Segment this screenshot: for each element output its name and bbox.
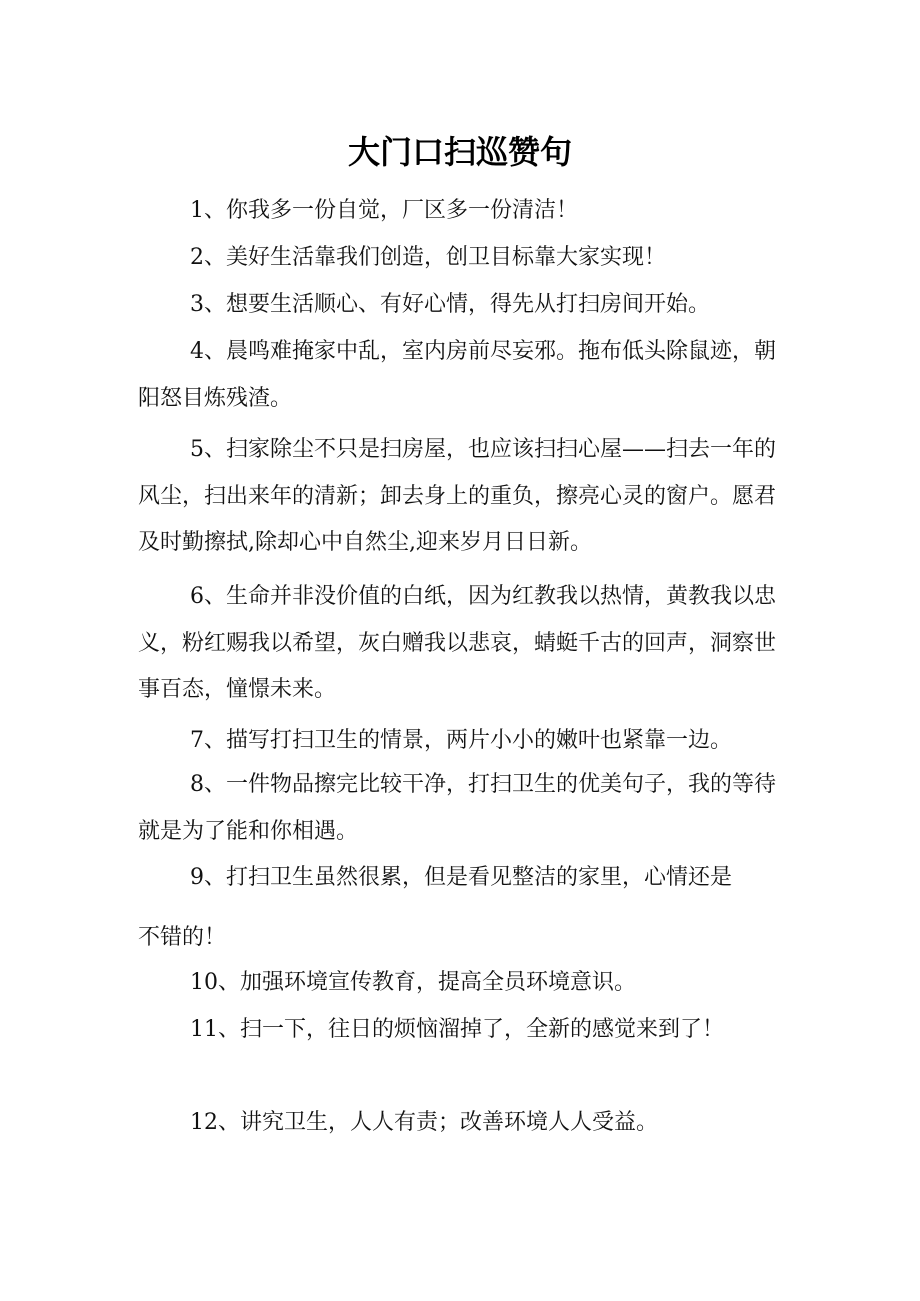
paragraph-8: 8、一件物品擦完比较干净，打扫卫生的优美句子，我的等待就是为了能和你相遇。: [138, 772, 776, 844]
paragraph-10: 10、加强环境宣传教育，提高全员环境意识。: [190, 970, 636, 995]
paragraph-1: 1、你我多一份自觉，厂区多一份清洁！: [190, 198, 578, 223]
paragraph-11: 11、扫一下，往日的烦恼溜掉了，全新的感觉来到了！: [190, 1017, 724, 1042]
paragraph-2: 2、美好生活靠我们创造，创卫目标靠大家实现！: [190, 245, 666, 270]
paragraph-3: 3、想要生活顺心、有好心情，得先从打扫房间开始。: [190, 292, 710, 317]
page-title: 大门口扫巡赞句: [347, 133, 572, 171]
paragraph-12: 12、讲究卫生，人人有责；改善环境人人受益。: [190, 1110, 658, 1135]
paragraph-4: 4、晨鸣难掩家中乱，室内房前尽妄邪。拖布低头除鼠迹，朝阳怒目炼残渣。: [138, 339, 776, 411]
paragraph-7: 7、描写打扫卫生的情景，两片小小的嫩叶也紧靠一边。: [190, 728, 732, 753]
paragraph-9: 9、打扫卫生虽然很累，但是看见整洁的家里，心情还是不错的！: [138, 865, 732, 950]
paragraph-6: 6、生命并非没价值的白纸，因为红教我以热情，黄教我以忠义，粉红赐我以希望，灰白赠我以悲哀，蜻蜓千古的回声，洞察世事百态，憧憬未来。: [138, 584, 777, 702]
paragraph-5: 5、扫家除尘不只是扫房屋，也应该扫扫心屋——扫去一年的风尘，扫出来年的清新；卸去身上的重负，擦亮心灵的窗户。愿君及时勤擦拭,除却心中自然尘,迎来岁月日日新。: [138, 437, 777, 555]
